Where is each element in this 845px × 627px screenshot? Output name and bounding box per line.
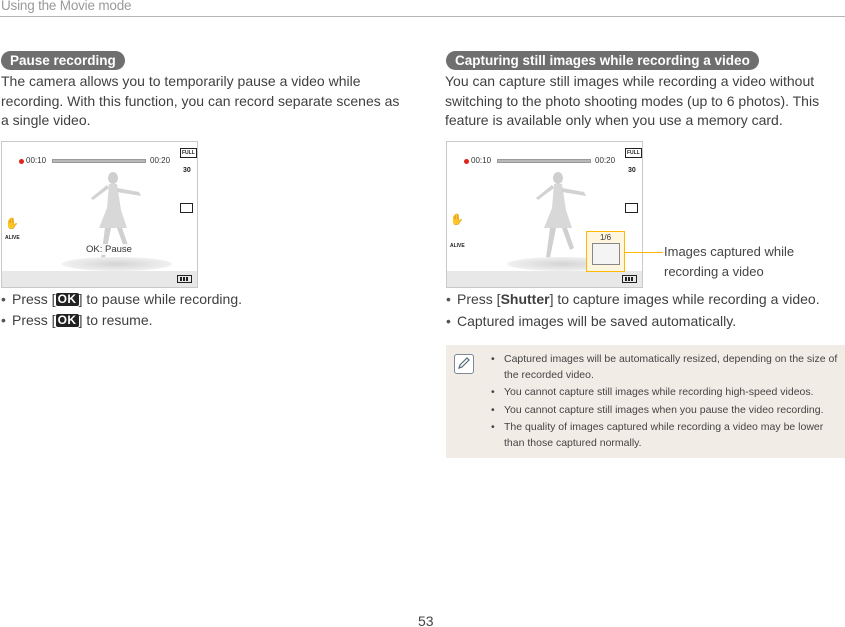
time-total: 00:20 <box>595 156 616 165</box>
pause-recording-heading: Pause recording <box>1 51 125 70</box>
capture-still-heading: Capturing still images while recording a video <box>446 51 759 70</box>
ok-key-icon: OK <box>57 292 77 306</box>
captured-images-thumbnail <box>586 231 625 272</box>
pause-bullet-2: • Press [ OK ] to resume. <box>1 312 153 328</box>
recording-progress-bar <box>52 159 146 163</box>
recording-progress-bar <box>497 159 591 163</box>
ok-key-icon: OK <box>57 313 77 327</box>
rec-icon <box>19 159 24 164</box>
time-elapsed: 00:10 <box>471 156 492 165</box>
note-list <box>491 352 841 453</box>
page-number: 53 <box>418 613 434 627</box>
hand-stabilizer-icon: ✋ <box>450 214 464 226</box>
metering-icon <box>180 203 193 213</box>
capture-bullet-1: • Press [Shutter] to capture images while recording a video. <box>446 291 820 307</box>
time-total: 00:20 <box>150 156 171 165</box>
resolution-full-icon: FULL <box>182 150 195 156</box>
smart-alive-icon: ALIVE <box>5 235 20 241</box>
battery-icon <box>622 275 637 283</box>
fps-icon: 30 <box>628 167 636 174</box>
time-elapsed: 00:10 <box>26 156 47 165</box>
metering-icon <box>625 203 638 213</box>
status-strip <box>2 271 197 287</box>
resolution-full-icon: FULL <box>627 150 640 156</box>
callout-label: Images captured while recording a video <box>664 244 795 279</box>
capture-intro: You can capture still images while recording a video without switching to the photo shooting modes (up to 6 photos). This feature is available only when you use a memory card. <box>445 73 820 128</box>
hand-stabilizer-icon: ✋ <box>5 218 19 230</box>
capture-counter: 1/6 <box>599 233 612 242</box>
shutter-key-label: Shutter <box>500 291 550 307</box>
page-header <box>0 0 845 17</box>
battery-icon <box>177 275 192 283</box>
rec-icon <box>464 159 469 164</box>
fps-icon: 30 <box>183 167 191 174</box>
section-title: Using the Movie mode <box>1 0 132 13</box>
status-strip <box>447 271 642 287</box>
ok-pause-hint: OK: Pause <box>86 244 132 255</box>
callout-leader-line <box>625 252 663 253</box>
dancer-figure-icon <box>532 170 592 262</box>
camera-screen-pause <box>1 141 198 288</box>
pause-intro: The camera allows you to temporarily pause a video while recording. With this function, you can record separate scenes as a single video. <box>1 73 400 128</box>
pause-bullet-1: • Press [ OK ] to pause while recording. <box>1 291 243 307</box>
thumbnail-image <box>592 243 620 265</box>
note-item: • You cannot capture still images when you pause the video recording. <box>491 403 841 419</box>
note-item: • The quality of images captured while recording a video may be lower than those captured normally. <box>491 420 841 451</box>
smart-alive-icon: ALIVE <box>450 243 465 249</box>
ground-shadow <box>62 257 172 271</box>
note-item: • Captured images will be automatically resized, depending on the size of the recorded video. <box>491 352 841 383</box>
capture-bullet-2: • Captured images will be saved automatically. <box>446 313 737 329</box>
pencil-note-icon <box>454 354 474 374</box>
note-item: • You cannot capture still images while recording high-speed videos. <box>491 385 841 401</box>
